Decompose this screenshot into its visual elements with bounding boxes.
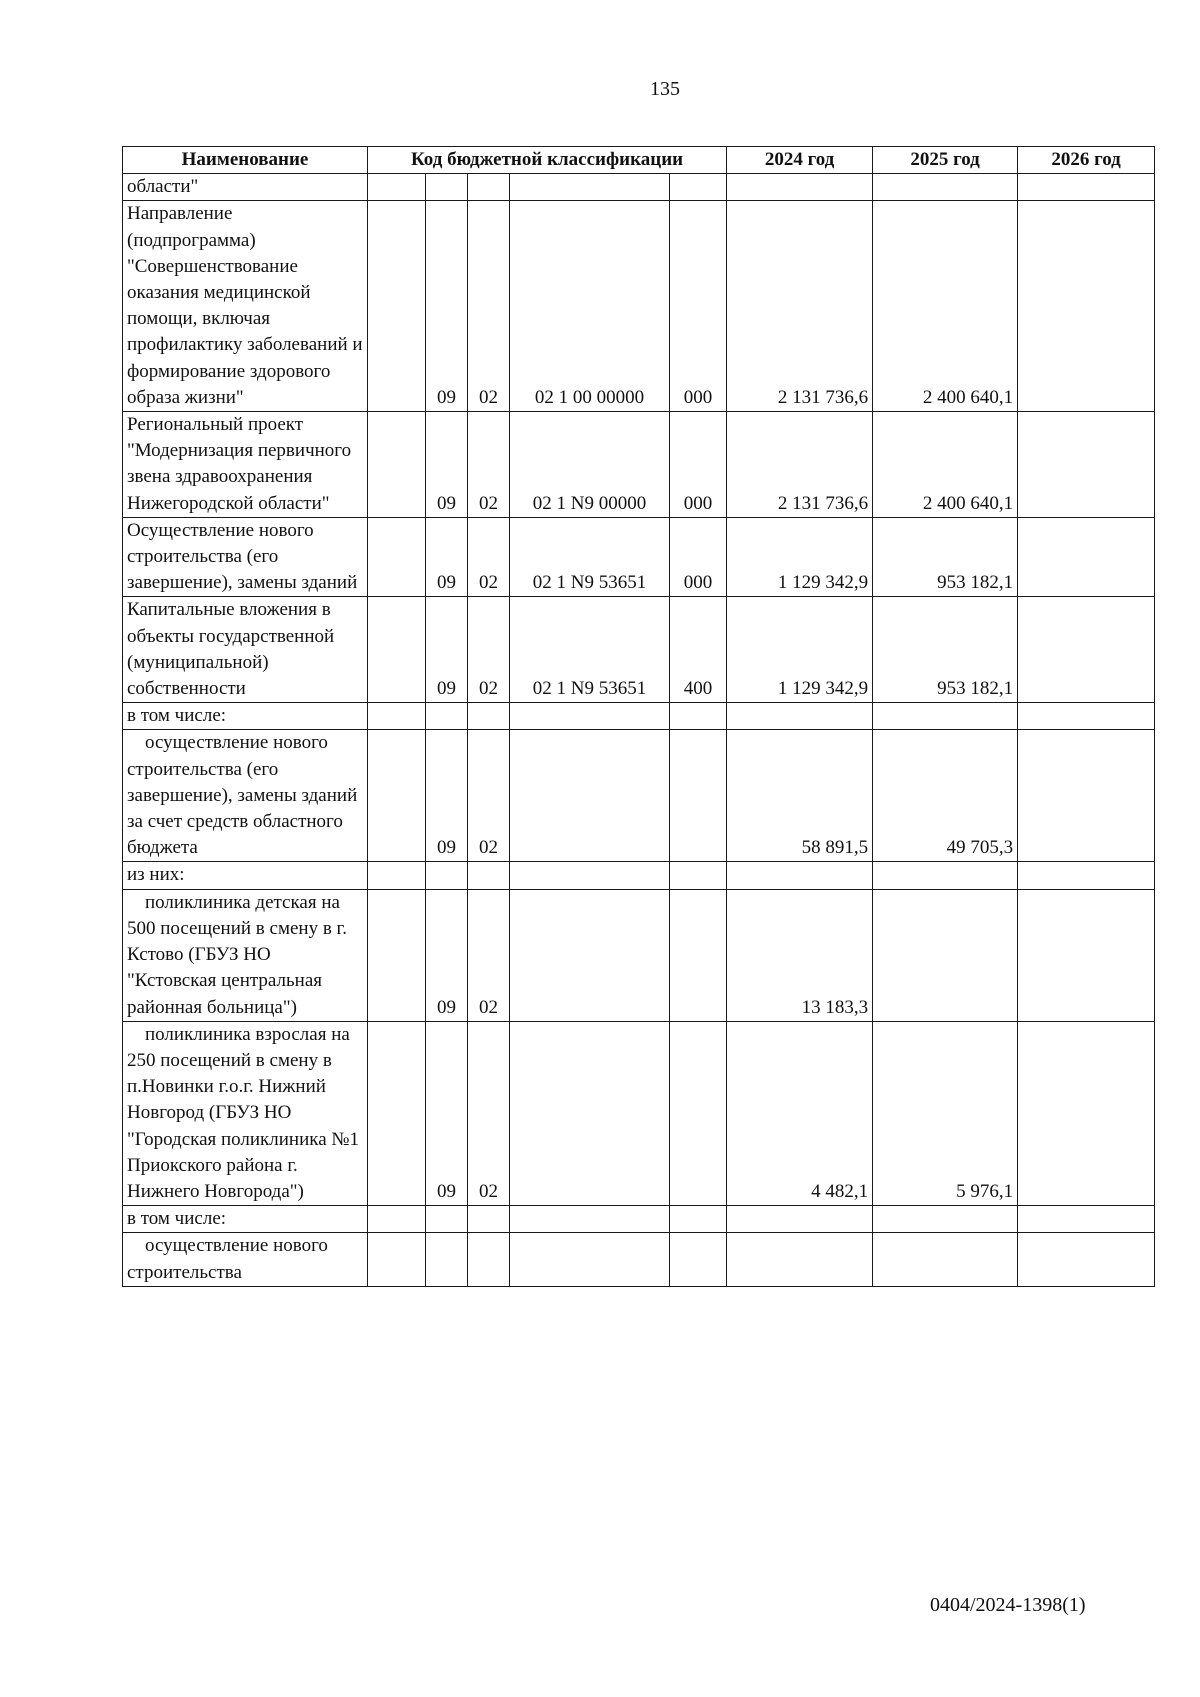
table-row xyxy=(123,517,1155,597)
code-expense-type: 000 xyxy=(670,412,727,518)
value-2026 xyxy=(1018,201,1155,412)
value-2025: 2 400 640,1 xyxy=(873,201,1018,412)
code-target xyxy=(510,730,670,862)
value-2025 xyxy=(873,1233,1018,1286)
value-2026 xyxy=(1018,889,1155,1021)
code-target xyxy=(510,703,670,730)
code-section xyxy=(426,174,468,201)
code-expense-type: 000 xyxy=(670,201,727,412)
header-2025: 2025 год xyxy=(873,147,1018,174)
code-col-blank xyxy=(368,730,426,862)
header-code: Код бюджетной классификации xyxy=(368,147,727,174)
budget-table xyxy=(122,146,1155,1287)
code-subsection: 02 xyxy=(468,730,510,862)
code-expense-type xyxy=(670,889,727,1021)
code-target xyxy=(510,1021,670,1205)
code-expense-type xyxy=(670,730,727,862)
code-subsection: 02 xyxy=(468,1021,510,1205)
code-subsection xyxy=(468,1233,510,1286)
value-2026 xyxy=(1018,1233,1155,1286)
code-expense-type: 000 xyxy=(670,517,727,597)
row-name: Капитальные вложения в объекты государственной (муниципальной) собственности xyxy=(123,597,368,703)
table-row xyxy=(123,1021,1155,1205)
value-2024: 58 891,5 xyxy=(727,730,873,862)
value-2026 xyxy=(1018,1021,1155,1205)
code-target: 02 1 00 00000 xyxy=(510,201,670,412)
code-expense-type: 400 xyxy=(670,597,727,703)
value-2024: 2 131 736,6 xyxy=(727,412,873,518)
code-subsection: 02 xyxy=(468,889,510,1021)
row-name: области" xyxy=(123,174,368,201)
code-target: 02 1 N9 53651 xyxy=(510,517,670,597)
code-section: 09 xyxy=(426,517,468,597)
code-expense-type xyxy=(670,1021,727,1205)
code-col-blank xyxy=(368,412,426,518)
table-row xyxy=(123,703,1155,730)
code-section xyxy=(426,703,468,730)
code-section xyxy=(426,862,468,889)
code-subsection xyxy=(468,174,510,201)
code-col-blank xyxy=(368,597,426,703)
value-2026 xyxy=(1018,412,1155,518)
code-section: 09 xyxy=(426,412,468,518)
code-col-blank xyxy=(368,889,426,1021)
table-row xyxy=(123,201,1155,412)
code-section: 09 xyxy=(426,1021,468,1205)
value-2024 xyxy=(727,862,873,889)
document-registration-code: 0404/2024-1398(1) xyxy=(930,1594,1086,1616)
row-name: Региональный проект "Модернизация первичного звена здравоохранения Нижегородской области" xyxy=(123,412,368,518)
value-2024 xyxy=(727,1233,873,1286)
table-row xyxy=(123,889,1155,1021)
row-name: осуществление нового строительства (его завершение), замены зданий за счет средств областного бюджета xyxy=(123,730,368,862)
table-row xyxy=(123,597,1155,703)
code-section: 09 xyxy=(426,597,468,703)
code-col-blank xyxy=(368,201,426,412)
code-section xyxy=(426,1233,468,1286)
code-target xyxy=(510,1206,670,1233)
code-target: 02 1 N9 53651 xyxy=(510,597,670,703)
value-2024: 1 129 342,9 xyxy=(727,517,873,597)
table-row xyxy=(123,1206,1155,1233)
code-col-blank xyxy=(368,1233,426,1286)
value-2025: 2 400 640,1 xyxy=(873,412,1018,518)
page-number: 135 xyxy=(650,78,680,100)
value-2025: 953 182,1 xyxy=(873,517,1018,597)
code-expense-type xyxy=(670,703,727,730)
value-2026 xyxy=(1018,174,1155,201)
code-col-blank xyxy=(368,862,426,889)
table-row xyxy=(123,412,1155,518)
value-2024: 4 482,1 xyxy=(727,1021,873,1205)
table-row xyxy=(123,174,1155,201)
code-expense-type xyxy=(670,174,727,201)
code-col-blank xyxy=(368,1206,426,1233)
code-col-blank xyxy=(368,174,426,201)
row-name: поликлиника взрослая на 250 посещений в смену в п.Новинки г.о.г. Нижний Новгород (ГБУЗ НО "Городская поликлиника №1 Приокского района г. Нижнего Новгорода") xyxy=(123,1021,368,1205)
value-2025: 953 182,1 xyxy=(873,597,1018,703)
code-subsection: 02 xyxy=(468,412,510,518)
code-section xyxy=(426,1206,468,1233)
value-2026 xyxy=(1018,730,1155,862)
code-subsection: 02 xyxy=(468,597,510,703)
value-2024 xyxy=(727,703,873,730)
code-col-blank xyxy=(368,517,426,597)
row-name: поликлиника детская на 500 посещений в смену в г. Кстово (ГБУЗ НО "Кстовская центральная районная больница") xyxy=(123,889,368,1021)
code-target xyxy=(510,862,670,889)
value-2025 xyxy=(873,889,1018,1021)
row-name: из них: xyxy=(123,862,368,889)
table-header-row xyxy=(123,147,1155,174)
code-expense-type xyxy=(670,1206,727,1233)
value-2025 xyxy=(873,1206,1018,1233)
row-name: Направление (подпрограмма) "Совершенствование оказания медицинской помощи, включая профилактику заболеваний и формирование здорового образа жизни" xyxy=(123,201,368,412)
code-col-blank xyxy=(368,1021,426,1205)
value-2026 xyxy=(1018,862,1155,889)
code-subsection: 02 xyxy=(468,517,510,597)
value-2026 xyxy=(1018,703,1155,730)
table-row xyxy=(123,1233,1155,1286)
value-2026 xyxy=(1018,517,1155,597)
code-target xyxy=(510,1233,670,1286)
value-2024: 2 131 736,6 xyxy=(727,201,873,412)
value-2025 xyxy=(873,703,1018,730)
code-target: 02 1 N9 00000 xyxy=(510,412,670,518)
value-2024 xyxy=(727,1206,873,1233)
value-2025 xyxy=(873,174,1018,201)
code-subsection xyxy=(468,703,510,730)
value-2024: 13 183,3 xyxy=(727,889,873,1021)
code-subsection xyxy=(468,1206,510,1233)
value-2024: 1 129 342,9 xyxy=(727,597,873,703)
code-section: 09 xyxy=(426,730,468,862)
code-subsection xyxy=(468,862,510,889)
table-row xyxy=(123,730,1155,862)
row-name: в том числе: xyxy=(123,1206,368,1233)
header-2024: 2024 год xyxy=(727,147,873,174)
header-name: Наименование xyxy=(123,147,368,174)
code-expense-type xyxy=(670,1233,727,1286)
value-2025: 49 705,3 xyxy=(873,730,1018,862)
code-col-blank xyxy=(368,703,426,730)
table-row xyxy=(123,862,1155,889)
value-2025: 5 976,1 xyxy=(873,1021,1018,1205)
value-2025 xyxy=(873,862,1018,889)
code-section: 09 xyxy=(426,889,468,1021)
code-section: 09 xyxy=(426,201,468,412)
value-2024 xyxy=(727,174,873,201)
value-2026 xyxy=(1018,597,1155,703)
code-subsection: 02 xyxy=(468,201,510,412)
header-2026: 2026 год xyxy=(1018,147,1155,174)
code-expense-type xyxy=(670,862,727,889)
value-2026 xyxy=(1018,1206,1155,1233)
code-target xyxy=(510,889,670,1021)
row-name: в том числе: xyxy=(123,703,368,730)
code-target xyxy=(510,174,670,201)
row-name: Осуществление нового строительства (его завершение), замены зданий xyxy=(123,517,368,597)
row-name: осуществление нового строительства xyxy=(123,1233,368,1286)
